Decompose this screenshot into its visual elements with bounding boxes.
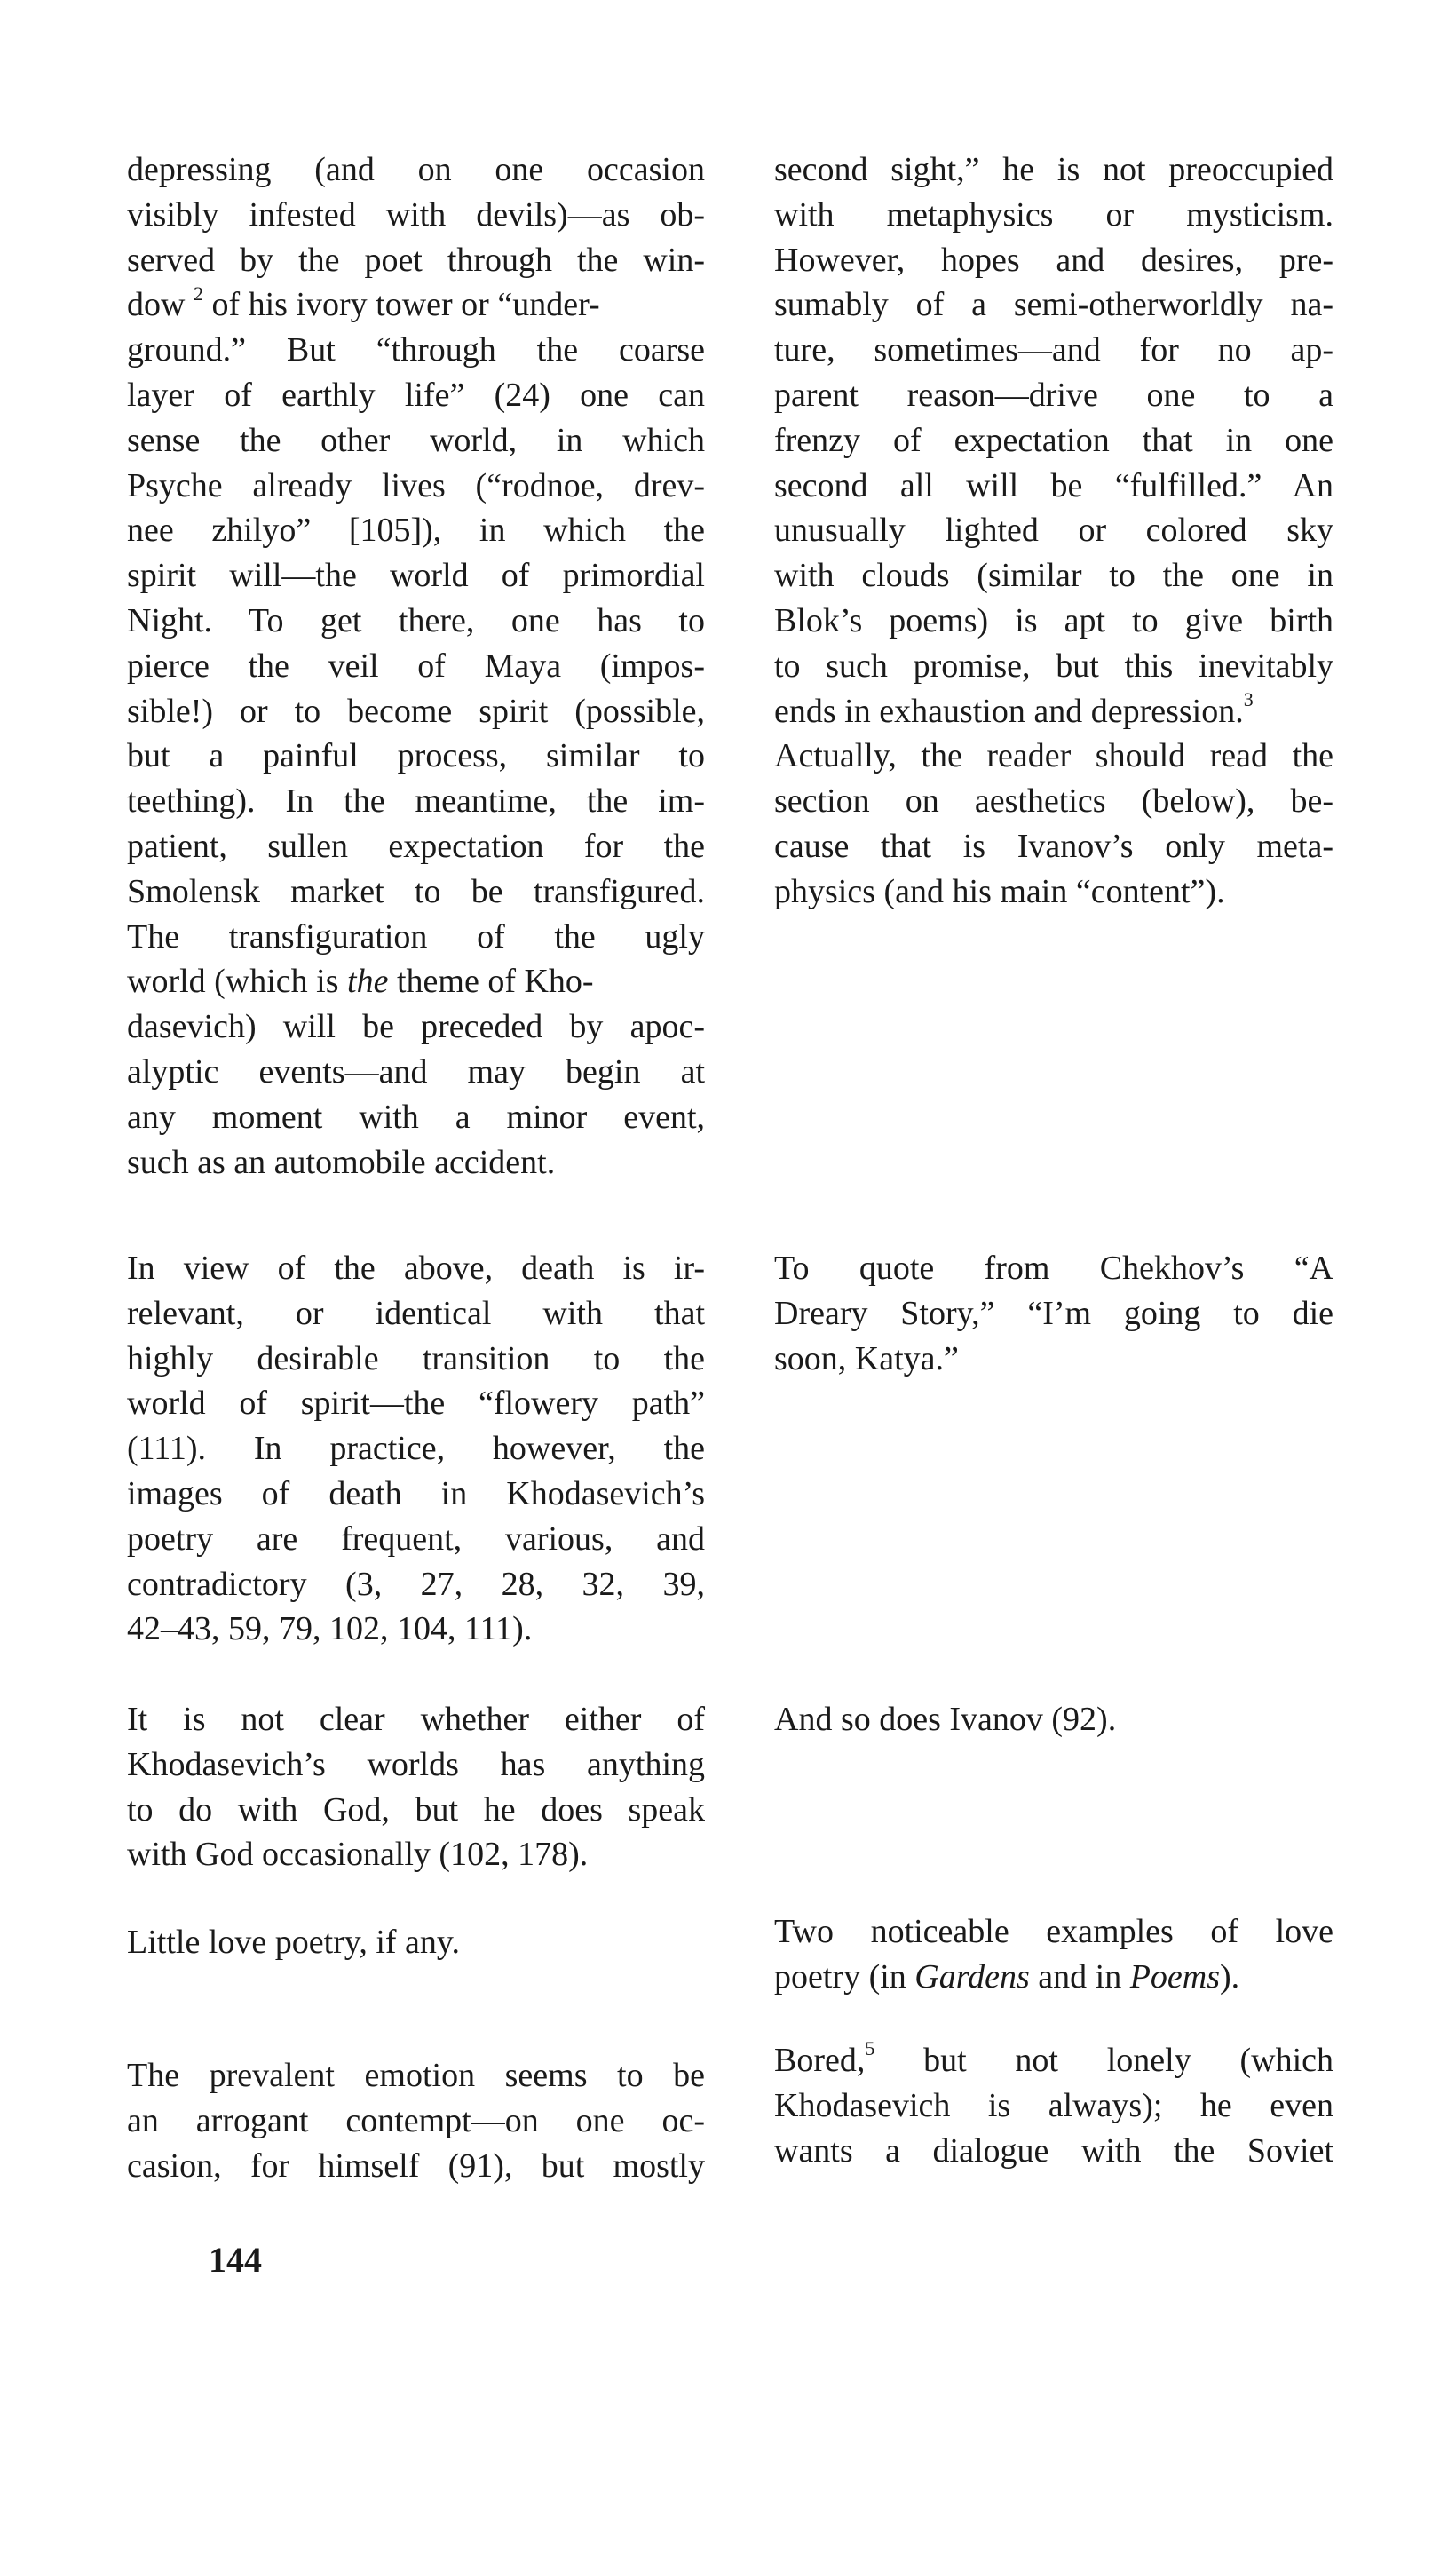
text-line: such as an automobile accident. (127, 1143, 556, 1181)
text-line: parent reason—drive one to a (774, 376, 1333, 414)
text-line: sense the other world, in which (127, 421, 705, 459)
text-line: contradictory (3, 27, 28, 32, 39, (127, 1565, 705, 1603)
text-line: but a painful process, similar to (127, 737, 705, 775)
text-line: casion, for himself (91), but mostly (127, 2146, 705, 2185)
text-line: an arrogant contempt—on one oc- (127, 2101, 705, 2139)
text-line: Actually, the reader should read the (774, 737, 1333, 775)
text-line: Dreary Story,” “I’m going to die (774, 1294, 1333, 1332)
footnote-mark: 3 (1243, 687, 1254, 710)
emphasis-poems: Poems (1129, 1957, 1221, 1996)
text-line: Blok’s poems) is apt to give birth (774, 601, 1333, 639)
text-line: teething). In the meantime, the im- (127, 782, 705, 821)
text-line: (111). In practice, however, the (127, 1430, 705, 1468)
text-line: sumably of a semi-otherworldly na- (774, 286, 1333, 324)
left-paragraph-transfiguration (127, 147, 705, 1185)
text-line: spirit will—the world of primordial (127, 557, 705, 595)
left-paragraph-emotion (127, 2053, 705, 2188)
left-paragraph-god (127, 1697, 705, 1877)
text-line: Smolensk market to be transfigured. (127, 872, 705, 910)
text-line: poetry are frequent, various, and (127, 1520, 705, 1558)
text-line: 42–43, 59, 79, 102, 104, 111). (127, 1610, 533, 1648)
text-line: depressing (and on one occasion (127, 151, 705, 188)
text-line: cause that is Ivanov’s only meta- (774, 827, 1333, 865)
right-paragraph-metaphysics (774, 147, 1333, 915)
text-line: The prevalent emotion seems to be (127, 2057, 705, 2094)
text-line: It is not clear whether either of (127, 1701, 705, 1738)
text-line: Bored,$^5$ but not lonely (which (774, 2037, 1333, 2079)
text-line: Little love poetry, if any. (127, 1924, 460, 1961)
text-line: dow $^2$ of his ivory tower or “under- (127, 282, 600, 324)
right-paragraph-love (774, 1909, 1333, 2000)
text-line: relevant, or identical with that (127, 1294, 705, 1332)
right-paragraph-chekhov (774, 1246, 1333, 1381)
text-line: with metaphysics or mysticism. (774, 195, 1333, 234)
text-line: with God occasionally (102, 178). (127, 1836, 589, 1874)
text-line: ends in exhaustion and depression.$^3$ (774, 687, 1254, 730)
text-line: Khodasevich’s worlds has anything (127, 1745, 705, 1783)
text-line: served by the poet through the win- (127, 241, 705, 279)
text-line: To quote from Chekhov’s “A (774, 1250, 1333, 1287)
text-line: second sight,” he is not preoccupied (774, 151, 1333, 188)
text-line: ture, sometimes—and for no ap- (774, 331, 1333, 369)
text-line: second all will be “fulfilled.” An (774, 466, 1333, 504)
emphasis-gardens: Gardens (914, 1957, 1030, 1996)
text-line: images of death in Khodasevich’s (127, 1474, 705, 1512)
text-line: patient, sullen expectation for the (127, 827, 705, 865)
text-line: In view of the above, death is ir- (127, 1250, 705, 1287)
left-paragraph-death (127, 1246, 705, 1652)
text-line: world (which is the theme of Kho- (127, 963, 594, 1001)
text-line: nee zhilyo” [105]), in which the (127, 512, 705, 550)
text-line: section on aesthetics (below), be- (774, 782, 1333, 821)
text-line: The transfiguration of the ugly (127, 917, 705, 956)
text-line: to do with God, but he does speak (127, 1790, 705, 1829)
text-line: sible!) or to become spirit (possible, (127, 692, 705, 730)
right-paragraph-bored (774, 2038, 1333, 2173)
text-line: to such promise, but this inevitably (774, 647, 1333, 685)
left-paragraph-love (127, 1920, 705, 1965)
text-line: unusually lighted or colored sky (774, 512, 1333, 550)
text-line: alyptic events—and may begin at (127, 1052, 705, 1091)
text-line: wants a dialogue with the Soviet (774, 2131, 1333, 2170)
text-line: physics (and his main “content”). (774, 872, 1225, 910)
text-line: And so does Ivanov (92). (774, 1701, 1117, 1738)
text-line: Psyche already lives (“rodnoe, drev- (127, 466, 705, 504)
text-line: any moment with a minor event, (127, 1098, 705, 1136)
text-line: ground.” But “through the coarse (127, 331, 705, 369)
footnote-mark: 5 (865, 2037, 875, 2060)
page-number: 144 (209, 2240, 262, 2280)
text-line: frenzy of expectation that in one (774, 421, 1333, 459)
footnote-mark: 2 (193, 282, 203, 305)
text-line: pierce the veil of Maya (impos- (127, 647, 705, 685)
text-line: world of spirit—the “flowery path” (127, 1385, 705, 1423)
text-line: However, hopes and desires, pre- (774, 241, 1333, 279)
text-line: Two noticeable examples of love (774, 1913, 1333, 1950)
text-line: Khodasevich is always); he even (774, 2086, 1333, 2124)
text-line: highly desirable transition to the (127, 1339, 705, 1377)
text-line: with clouds (similar to the one in (774, 557, 1333, 595)
text-line: Night. To get there, one has to (127, 601, 705, 639)
text-line: soon, Katya.” (774, 1339, 959, 1377)
emphasis-the: the (347, 963, 389, 1001)
text-line: visibly infested with devils)—as ob- (127, 195, 705, 234)
text-line: layer of earthly life” (24) one can (127, 376, 705, 414)
text-line: dasevich) will be preceded by apoc- (127, 1008, 705, 1046)
right-paragraph-ivanov-god (774, 1697, 1333, 1742)
text-line: poetry (in Gardens and in Poems). (774, 1957, 1240, 1996)
